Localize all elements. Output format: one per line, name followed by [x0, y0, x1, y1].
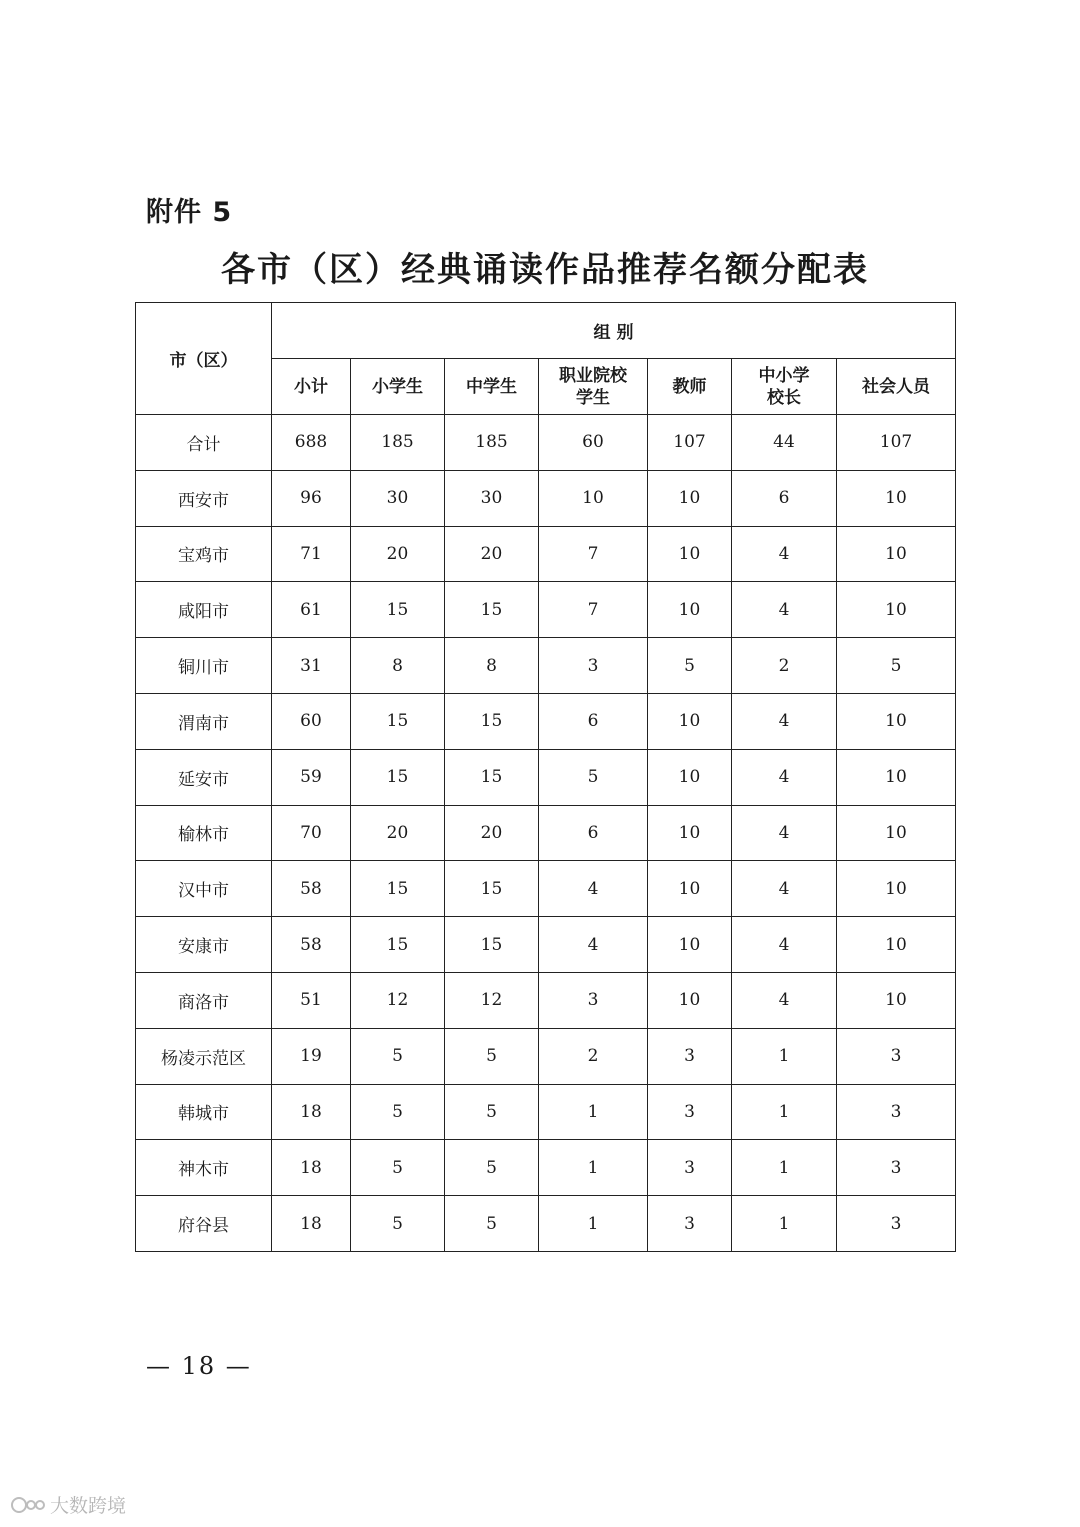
subcolumn-header [351, 359, 445, 415]
quota-value-cell: 5 [445, 1028, 539, 1084]
quota-value-cell: 5 [351, 1140, 445, 1196]
quota-value-cell: 15 [351, 693, 445, 749]
quota-value-cell: 10 [837, 582, 956, 638]
quota-value-cell: 10 [837, 693, 956, 749]
quota-value-cell: 7 [539, 582, 648, 638]
quota-value-cell: 60 [539, 415, 648, 471]
quota-value-cell: 31 [272, 638, 351, 694]
quota-value-cell: 71 [272, 526, 351, 582]
quota-value-cell: 3 [837, 1196, 956, 1252]
quota-value-cell: 107 [837, 415, 956, 471]
quota-value-cell: 12 [445, 972, 539, 1028]
quota-value-cell: 5 [351, 1028, 445, 1084]
city-name-cell: 西安市 [136, 470, 272, 526]
quota-value-cell: 10 [837, 526, 956, 582]
quota-value-cell: 10 [837, 749, 956, 805]
quota-value-cell: 10 [837, 972, 956, 1028]
quota-value-cell: 2 [539, 1028, 648, 1084]
table-row [136, 1084, 956, 1140]
city-name-cell: 合计 [136, 415, 272, 471]
city-name-cell: 韩城市 [136, 1084, 272, 1140]
quota-value-cell: 10 [648, 693, 732, 749]
quota-value-cell: 2 [732, 638, 837, 694]
quota-value-cell: 10 [648, 470, 732, 526]
quota-value-cell: 3 [837, 1084, 956, 1140]
chat-bubble-logo-icon [10, 1494, 46, 1516]
quota-value-cell: 5 [351, 1084, 445, 1140]
quota-value-cell: 15 [351, 749, 445, 805]
quota-value-cell: 4 [732, 917, 837, 973]
quota-value-cell: 1 [539, 1084, 648, 1140]
quota-value-cell: 12 [351, 972, 445, 1028]
quota-value-cell: 10 [837, 805, 956, 861]
subcolumn-header-line: 校长 [767, 387, 801, 408]
subcolumn-header-line: 中小学 [758, 365, 810, 386]
table-row [136, 526, 956, 582]
attachment-label: 附件 5 [146, 197, 233, 228]
city-name-cell: 延安市 [136, 749, 272, 805]
quota-value-cell: 6 [539, 693, 648, 749]
watermark [10, 1491, 126, 1518]
table-row [136, 805, 956, 861]
city-name-cell: 渭南市 [136, 693, 272, 749]
city-name-cell: 商洛市 [136, 972, 272, 1028]
quota-value-cell: 3 [648, 1028, 732, 1084]
quota-value-cell: 10 [648, 861, 732, 917]
quota-value-cell: 60 [272, 693, 351, 749]
quota-value-cell: 3 [539, 638, 648, 694]
quota-value-cell: 18 [272, 1084, 351, 1140]
quota-value-cell: 58 [272, 917, 351, 973]
quota-value-cell: 10 [648, 526, 732, 582]
quota-value-cell: 3 [837, 1028, 956, 1084]
page-number: — 18 — [146, 1352, 252, 1380]
quota-value-cell: 1 [732, 1140, 837, 1196]
quota-value-cell: 3 [648, 1140, 732, 1196]
quota-value-cell: 6 [732, 470, 837, 526]
subcolumn-header [445, 359, 539, 415]
quota-value-cell: 3 [648, 1084, 732, 1140]
quota-value-cell: 1 [732, 1084, 837, 1140]
quota-value-cell: 5 [445, 1196, 539, 1252]
table-row [136, 749, 956, 805]
quota-value-cell: 3 [837, 1140, 956, 1196]
quota-value-cell: 5 [351, 1196, 445, 1252]
quota-value-cell: 30 [351, 470, 445, 526]
city-name-cell: 汉中市 [136, 861, 272, 917]
subcolumn-header-line: 小学生 [372, 376, 423, 397]
quota-value-cell: 4 [732, 693, 837, 749]
table-row [136, 470, 956, 526]
group-column-header: 组 别 [272, 303, 956, 359]
subcolumn-header-line: 教师 [672, 376, 707, 397]
quota-value-cell: 4 [732, 582, 837, 638]
city-name-cell: 神木市 [136, 1140, 272, 1196]
city-name-cell: 咸阳市 [136, 582, 272, 638]
quota-value-cell: 8 [445, 638, 539, 694]
city-name-cell: 榆林市 [136, 805, 272, 861]
city-column-header: 市（区） [136, 303, 272, 415]
quota-value-cell: 107 [648, 415, 732, 471]
quota-value-cell: 96 [272, 470, 351, 526]
quota-value-cell: 15 [351, 861, 445, 917]
quota-value-cell: 10 [837, 861, 956, 917]
quota-value-cell: 20 [445, 805, 539, 861]
quota-value-cell: 4 [732, 861, 837, 917]
quota-value-cell: 5 [445, 1140, 539, 1196]
subcolumn-header [837, 359, 956, 415]
quota-value-cell: 4 [539, 861, 648, 917]
quota-value-cell: 15 [445, 749, 539, 805]
quota-value-cell: 70 [272, 805, 351, 861]
subcolumn-header-line: 社会人员 [862, 376, 930, 397]
table-row [136, 693, 956, 749]
quota-value-cell: 15 [445, 917, 539, 973]
quota-value-cell: 1 [732, 1028, 837, 1084]
quota-value-cell: 185 [445, 415, 539, 471]
subcolumn-header-line: 学生 [576, 387, 610, 408]
quota-value-cell: 3 [648, 1196, 732, 1252]
quota-value-cell: 10 [648, 917, 732, 973]
table-row [136, 972, 956, 1028]
table-row [136, 1196, 956, 1252]
subcolumn-header-line: 中学生 [466, 376, 517, 397]
quota-value-cell: 20 [445, 526, 539, 582]
quota-value-cell: 10 [837, 917, 956, 973]
quota-value-cell: 15 [351, 917, 445, 973]
quota-value-cell: 58 [272, 861, 351, 917]
subcolumn-header [539, 359, 648, 415]
table-row [136, 861, 956, 917]
subcolumn-header [272, 359, 351, 415]
quota-value-cell: 30 [445, 470, 539, 526]
watermark-text: 大数跨境 [50, 1495, 127, 1517]
quota-value-cell: 10 [837, 470, 956, 526]
quota-value-cell: 10 [648, 805, 732, 861]
table-row [136, 582, 956, 638]
quota-value-cell: 5 [445, 1084, 539, 1140]
subcolumn-header-line: 小计 [294, 376, 328, 397]
table-row [136, 638, 956, 694]
quota-value-cell: 4 [732, 749, 837, 805]
quota-value-cell: 4 [732, 972, 837, 1028]
quota-value-cell: 5 [648, 638, 732, 694]
quota-value-cell: 18 [272, 1196, 351, 1252]
quota-value-cell: 5 [539, 749, 648, 805]
quota-value-cell: 4 [732, 805, 837, 861]
table-row [136, 1028, 956, 1084]
city-name-cell: 杨凌示范区 [136, 1028, 272, 1084]
quota-value-cell: 19 [272, 1028, 351, 1084]
quota-value-cell: 15 [351, 582, 445, 638]
quota-value-cell: 20 [351, 526, 445, 582]
subcolumn-header-line: 职业院校 [559, 365, 627, 386]
city-name-cell: 安康市 [136, 917, 272, 973]
quota-value-cell: 18 [272, 1140, 351, 1196]
quota-value-cell: 688 [272, 415, 351, 471]
table-row [136, 1140, 956, 1196]
quota-value-cell: 20 [351, 805, 445, 861]
quota-value-cell: 44 [732, 415, 837, 471]
quota-value-cell: 6 [539, 805, 648, 861]
quota-value-cell: 4 [732, 526, 837, 582]
page-title: 各市（区）经典诵读作品推荐名额分配表 [221, 250, 869, 290]
quota-value-cell: 15 [445, 693, 539, 749]
quota-value-cell: 10 [648, 972, 732, 1028]
allocation-table [135, 302, 956, 1252]
table-row [136, 917, 956, 973]
subcolumn-header [648, 359, 732, 415]
quota-value-cell: 10 [648, 582, 732, 638]
quota-value-cell: 1 [539, 1196, 648, 1252]
quota-value-cell: 15 [445, 861, 539, 917]
quota-value-cell: 1 [539, 1140, 648, 1196]
quota-value-cell: 10 [648, 749, 732, 805]
quota-value-cell: 51 [272, 972, 351, 1028]
quota-value-cell: 1 [732, 1196, 837, 1252]
city-name-cell: 宝鸡市 [136, 526, 272, 582]
quota-value-cell: 15 [445, 582, 539, 638]
quota-value-cell: 3 [539, 972, 648, 1028]
quota-value-cell: 5 [837, 638, 956, 694]
quota-value-cell: 59 [272, 749, 351, 805]
city-name-cell: 铜川市 [136, 638, 272, 694]
quota-value-cell: 10 [539, 470, 648, 526]
quota-value-cell: 61 [272, 582, 351, 638]
quota-value-cell: 4 [539, 917, 648, 973]
subcolumn-header [732, 359, 837, 415]
table-row [136, 415, 956, 471]
quota-value-cell: 185 [351, 415, 445, 471]
quota-value-cell: 8 [351, 638, 445, 694]
city-name-cell: 府谷县 [136, 1196, 272, 1252]
quota-value-cell: 7 [539, 526, 648, 582]
